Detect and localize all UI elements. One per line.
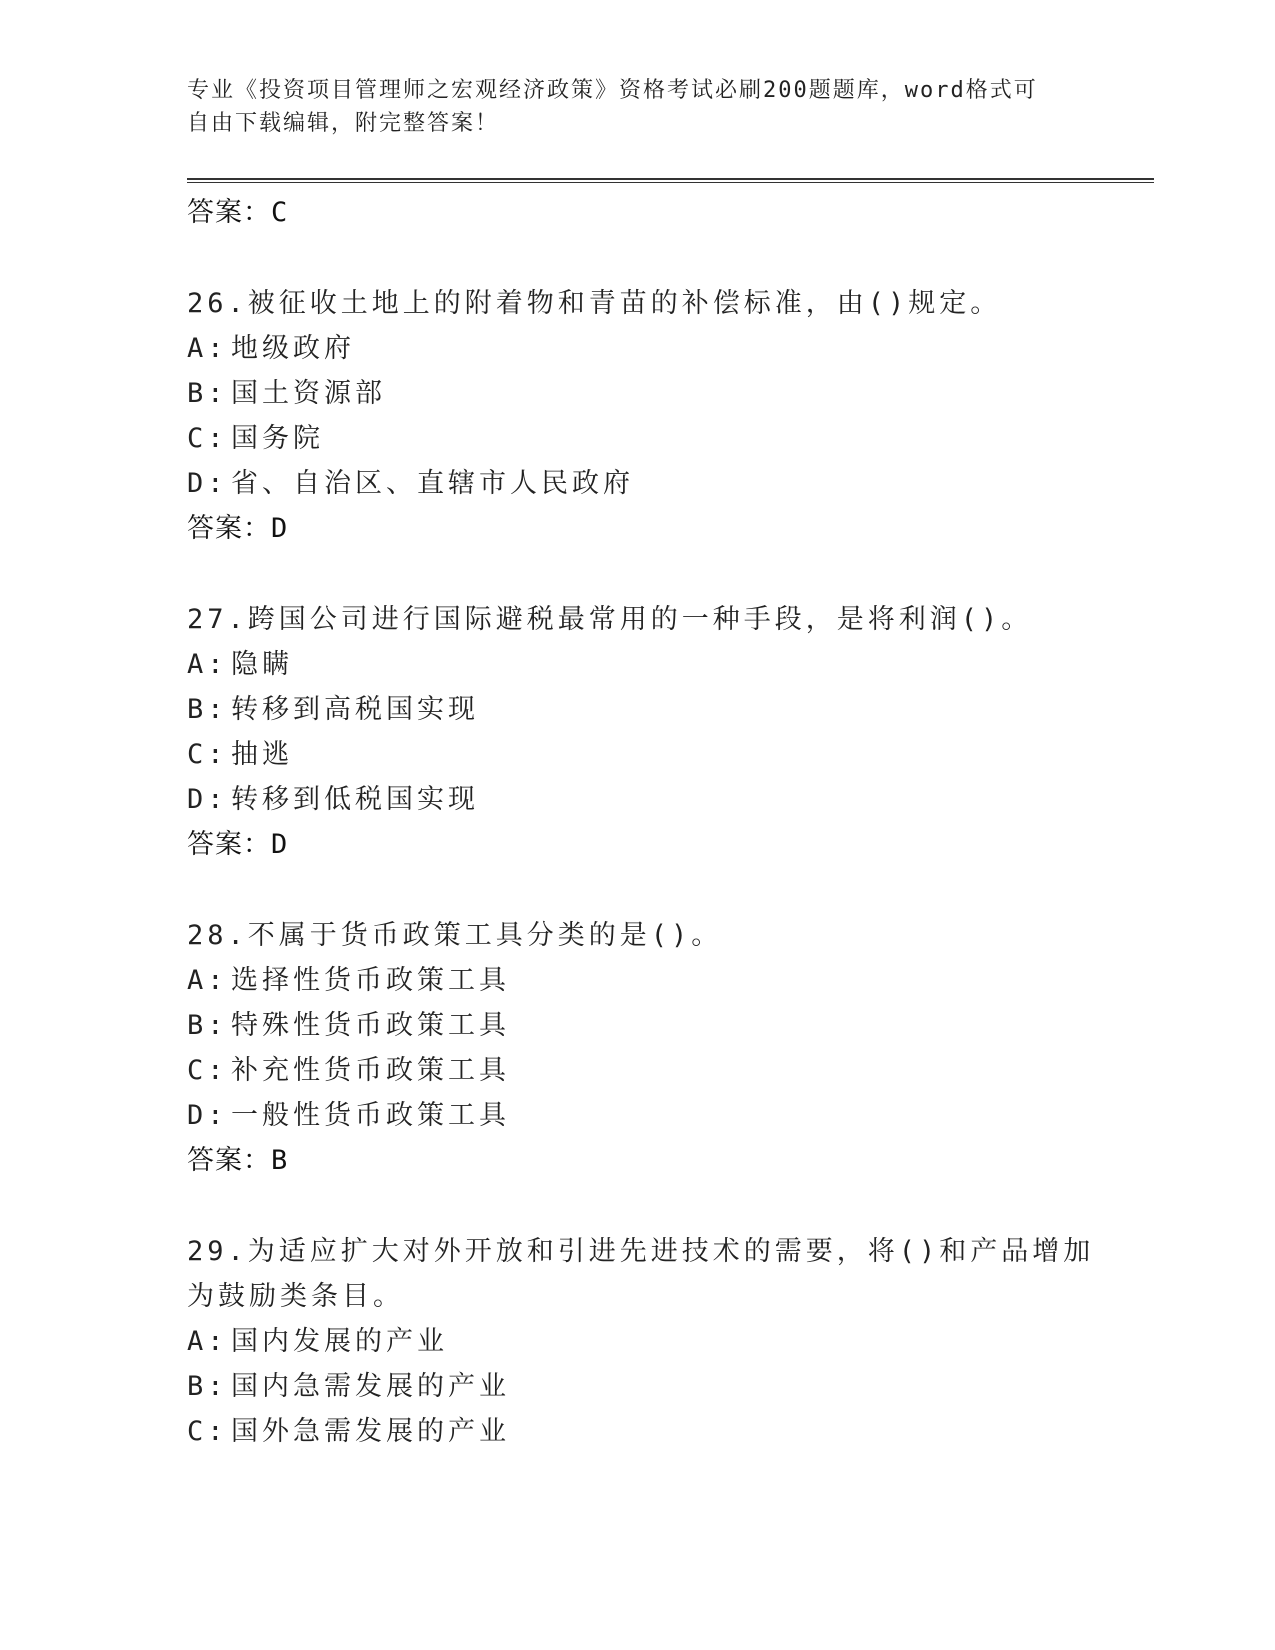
- option-c: [187, 416, 1107, 461]
- option-key: D:: [187, 468, 228, 499]
- option-key: B:: [187, 1371, 228, 1402]
- answer-line: 答案：D: [187, 829, 289, 860]
- option-key: D:: [187, 1100, 228, 1131]
- option-key: C:: [187, 423, 228, 454]
- option-a: [187, 1319, 1107, 1364]
- question-29: [187, 1229, 1107, 1454]
- option-key: A:: [187, 1326, 228, 1357]
- question-28: [187, 913, 1107, 1183]
- question-27: [187, 597, 1107, 867]
- option-key: A:: [187, 649, 228, 680]
- option-d: [187, 1093, 1107, 1138]
- question-stem: 27.跨国公司进行国际避税最常用的一种手段，是将利润()。: [187, 604, 1033, 635]
- option-key: C:: [187, 1416, 228, 1447]
- question-stem: 28.不属于货币政策工具分类的是()。: [187, 920, 723, 951]
- option-text: 国务院: [231, 423, 324, 454]
- option-text: 特殊性货币政策工具: [231, 1010, 510, 1041]
- header-line-1: 专业《投资项目管理师之宏观经济政策》资格考试必刷200题题库，word格式可: [187, 78, 1038, 103]
- option-text: 补充性货币政策工具: [231, 1055, 510, 1086]
- option-a: [187, 326, 1107, 371]
- option-a: [187, 958, 1107, 1003]
- option-text: 隐瞒: [231, 649, 293, 680]
- option-b: [187, 1003, 1107, 1048]
- option-key: B:: [187, 1010, 228, 1041]
- option-key: D:: [187, 784, 228, 815]
- option-key: C:: [187, 739, 228, 770]
- option-key: B:: [187, 694, 228, 725]
- option-text: 转移到高税国实现: [231, 694, 479, 725]
- answer-line: 答案：C: [187, 197, 289, 228]
- option-c: [187, 1409, 1107, 1454]
- option-b: [187, 687, 1107, 732]
- option-a: [187, 642, 1107, 687]
- option-d: [187, 777, 1107, 822]
- option-d: [187, 461, 1107, 506]
- option-text: 地级政府: [231, 333, 355, 364]
- question-26: [187, 281, 1107, 551]
- option-text: 选择性货币政策工具: [231, 965, 510, 996]
- option-text: 国外急需发展的产业: [231, 1416, 510, 1447]
- option-text: 转移到低税国实现: [231, 784, 479, 815]
- option-c: [187, 732, 1107, 777]
- option-key: A:: [187, 333, 228, 364]
- question-list: [187, 190, 1107, 1454]
- option-key: B:: [187, 378, 228, 409]
- document-header: [187, 74, 1087, 140]
- option-key: A:: [187, 965, 228, 996]
- answer-line: 答案：B: [187, 1145, 289, 1176]
- option-c: [187, 1048, 1107, 1093]
- option-text: 省、自治区、直辖市人民政府: [231, 468, 634, 499]
- option-text: 国内发展的产业: [231, 1326, 448, 1357]
- question-stem: 26.被征收土地上的附着物和青苗的补偿标准，由()规定。: [187, 288, 1002, 319]
- header-divider: [187, 178, 1154, 183]
- option-text: 抽逃: [231, 739, 293, 770]
- option-text: 一般性货币政策工具: [231, 1100, 510, 1131]
- option-key: C:: [187, 1055, 228, 1086]
- question-stem: 29.为适应扩大对外开放和引进先进技术的需要，将()和产品增加为鼓励类条目。: [187, 1236, 1095, 1312]
- answer-line: 答案：D: [187, 513, 289, 544]
- option-text: 国土资源部: [231, 378, 386, 409]
- option-b: [187, 371, 1107, 416]
- header-line-2: 自由下载编辑，附完整答案！: [187, 111, 500, 136]
- option-b: [187, 1364, 1107, 1409]
- option-text: 国内急需发展的产业: [231, 1371, 510, 1402]
